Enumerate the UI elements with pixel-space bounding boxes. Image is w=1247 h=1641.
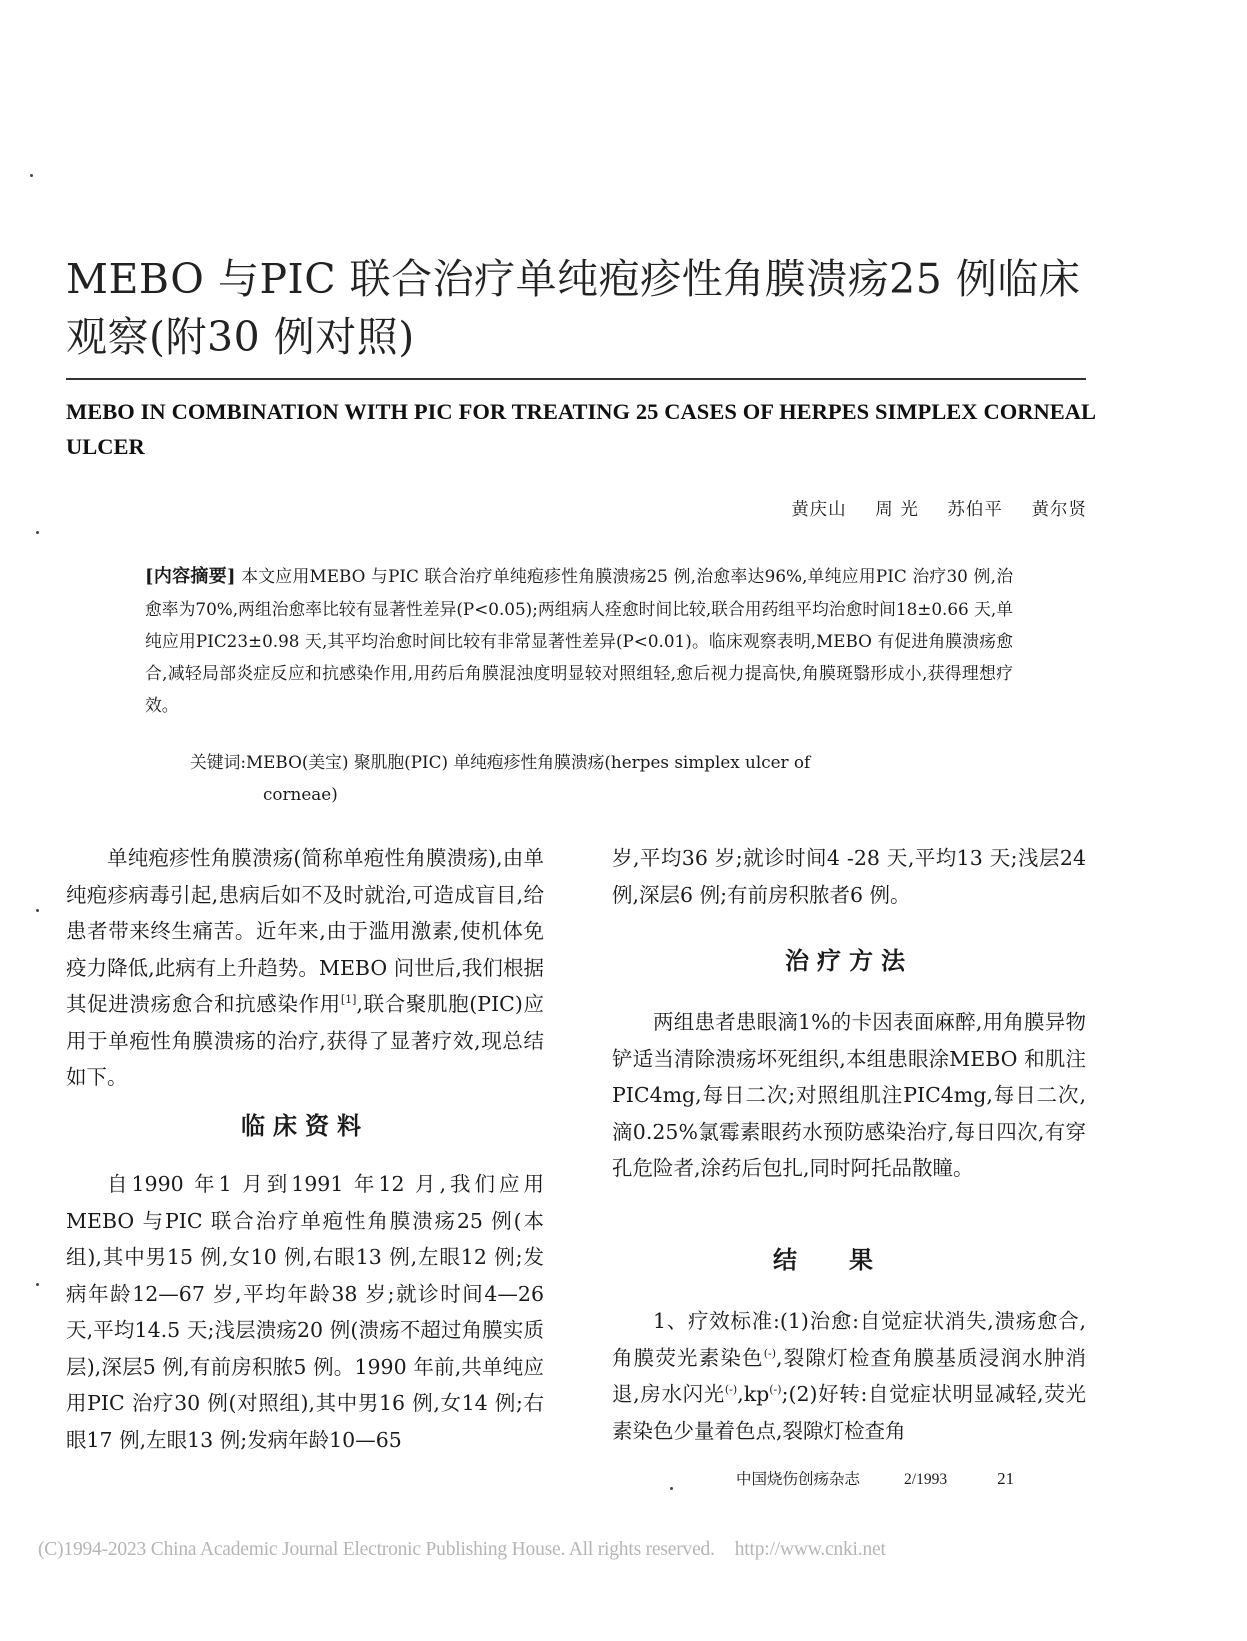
page-title: MEBO 与PIC 联合治疗单纯疱疹性角膜溃疡25 例临床观察(附30 例对照)	[66, 255, 1081, 361]
right-column	[612, 840, 1086, 913]
superscript: (-)	[769, 1383, 782, 1397]
scan-speck	[36, 1283, 39, 1286]
reference-marker: [1]	[340, 993, 357, 1007]
keywords	[190, 746, 1015, 778]
intro-text-cont: ,联合聚肌胞(PIC)应用于单疱性角膜溃疡的治疗,获得了显著疗效,现总结如下。	[66, 992, 544, 1089]
abstract-text: 本文应用MEBO 与PIC 联合治疗单纯疱疹性角膜溃疡25 例,治愈率达96%,单纯应用PIC 治疗30 例,治愈率为70%,两组治愈率比较有显著性差异(P<0.05);两组病人痊愈时间比较,联合用药组平均治愈时间18±0.66 天,单纯应用PIC23±0.98 天,其平均治愈时间比较有非常显著性差异(P<0.01)。临床观察表明,MEBO 有促进角膜溃疡愈合,减轻局部炎症反应和抗感染作用,用药后角膜混浊度明显较对照组轻,愈后视力提高快,角膜斑翳形成小,获得理想疗效。	[145, 566, 1013, 715]
copyright-text: (C)1994-2023 China Academic Journal Electronic Publishing House. All rights reserved.	[38, 1539, 715, 1560]
scan-speck	[36, 909, 39, 912]
method-section	[612, 1004, 1086, 1187]
copyright-watermark	[38, 1539, 886, 1561]
left-column	[66, 840, 544, 1096]
method-paragraph: 两组患者患眼滴1%的卡因表面麻醉,用角膜异物铲适当清除溃疡坏死组织,本组患眼涂MEBO 和肌注PIC4mg,每日二次;对照组肌注PIC4mg,每日二次,滴0.25%氯霉素眼药水预防感染治疗,每日四次,有穿孔危险者,涂药后包扎,同时阿托品散瞳。	[612, 1010, 1086, 1180]
author-list	[769, 496, 1087, 521]
clinical-section	[66, 1166, 544, 1458]
result-text: 1、疗效标准:(1)治愈:自觉症状消失,溃疡愈合,角膜荧光素染色	[612, 1309, 1086, 1370]
result-paragraph	[612, 1303, 1086, 1449]
scan-speck	[36, 531, 39, 534]
author: 黄庆山	[791, 500, 847, 520]
scan-speck	[670, 1487, 673, 1490]
result-section	[612, 1303, 1086, 1449]
abstract	[145, 560, 1013, 721]
result-text: ;(2)好转:自觉症状明显减轻,荧光素染色少量着色点,裂隙灯检查角	[612, 1382, 1086, 1443]
copyright-url: http://www.cnki.net	[734, 1539, 886, 1560]
keywords-continued: corneae)	[263, 784, 338, 804]
result-text: ,kp	[737, 1382, 770, 1406]
abstract-label: [内容摘要]	[145, 566, 236, 587]
intro-paragraph	[66, 840, 544, 1096]
author: 黄尔贤	[1031, 500, 1087, 520]
scan-speck	[30, 174, 33, 177]
keywords-label: 关键词:	[190, 752, 246, 772]
keywords-text: MEBO(美宝) 聚肌胞(PIC) 单纯疱疹性角膜溃疡(herpes simplex ulcer of	[246, 752, 811, 772]
english-title: MEBO IN COMBINATION WITH PIC FOR TREATING 25 CASES OF HERPES SIMPLEX CORNEAL ULCER	[66, 399, 1096, 459]
superscript: (-)	[724, 1383, 738, 1397]
page-footer	[736, 1467, 1014, 1489]
section-heading-method: 治疗方法	[785, 947, 913, 975]
author: 周 光	[875, 500, 919, 520]
page-number: 21	[997, 1469, 1015, 1488]
intro-text: 单纯疱疹性角膜溃疡(简称单疱性角膜溃疡),由单纯疱疹病毒引起,患病后如不及时就治,可造成盲目,给患者带来终生痛苦。近年来,由于滥用激素,使机体免疫力降低,此病有上升趋势。MEBO 问世后,我们根据其促进溃疡愈合和抗感染作用	[66, 846, 544, 1016]
result-text: ,裂隙灯检查角膜基质浸润水肿消退,房水闪光	[612, 1345, 1087, 1406]
clinical-paragraph-cont: 岁,平均36 岁;就诊时间4 -28 天,平均13 天;浅层24 例,深层6 例;有前房积脓者6 例。	[612, 846, 1086, 907]
section-heading-result: 结果	[773, 1246, 925, 1274]
section-heading-clinical: 临床资料	[241, 1112, 369, 1140]
issue-number: 2/1993	[904, 1471, 948, 1488]
author: 苏伯平	[947, 500, 1003, 520]
title-divider	[66, 378, 1086, 380]
clinical-paragraph: 自1990 年1 月到1991 年12 月,我们应用MEBO 与PIC 联合治疗单疱性角膜溃疡25 例(本组),其中男15 例,女10 例,右眼13 例,左眼12 例;发病年龄12—67 岁,平均年龄38 岁;就诊时间4—26 天,平均14.5 天;浅层溃疡20 例(溃疡不超过角膜实质层),深层5 例,有前房积脓5 例。1990 年前,共单纯应用PIC 治疗30 例(对照组),其中男16 例,女14 例;右眼17 例,左眼13 例;发病年龄10—65	[66, 1172, 544, 1452]
journal-name: 中国烧伤创疡杂志	[736, 1470, 861, 1488]
superscript: (-)	[763, 1346, 777, 1360]
